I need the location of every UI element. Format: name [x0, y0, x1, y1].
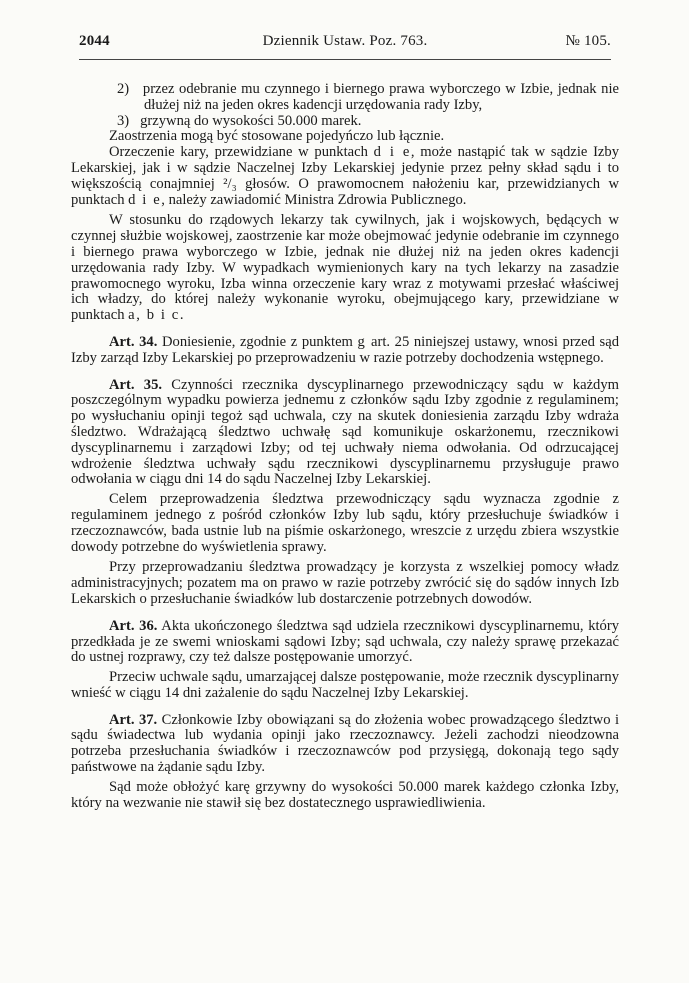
paragraph: Orzeczenie kary, przewidziane w punktach d i e, może nastąpić tak w sądzie Izby Lekarskiej, jak i w sądzie Naczelnej Izby Lekarskiej jedynie przez pełny skład sądu i to większością conajmniej ²/₃ głosów. O prawomocnem nałożeniu kar, przewidzianych w punktach d i e, należy zawiadomić Ministra Zdrowia Publicznego.: [71, 144, 619, 208]
paragraph: Przy przeprowadzaniu śledztwa prowadzący je korzysta z wszelkiej pomocy władz administracyjnych; pozatem ma on prawo w razie potrzeby zwrócić się do sądów innych Izb Lekarskich o przesłuchanie świadków lub dostarczenie potrzebnych dowodów.: [71, 559, 619, 607]
header-rule: [79, 59, 611, 60]
paragraph: Przeciw uchwale sądu, umarzającej dalsze postępowanie, może rzecznik dyscyplinarny wnieść w ciągu 14 dni zażalenie do sądu Naczelnej Izby Lekarskiej.: [71, 669, 619, 701]
list-marker: 3): [117, 112, 130, 129]
issue-number: № 105.: [565, 33, 611, 49]
article-number: Art. 37.: [109, 711, 158, 728]
spaced-letters: d i e: [128, 191, 162, 208]
list-item: [71, 82, 619, 114]
list-item-text: grzywną do wysokości 50.000 marek.: [140, 112, 362, 129]
article-36: Art. 36. Akta ukończonego śledztwa sąd udziela rzecznikowi dyscyplinarnemu, który przedkłada je ze swemi wnioskami sądowi Izby; sąd uchwala, czy należy sprawę przekazać do ustnej rozprawy, czy też dalsze postępowanie umorzyć.: [71, 617, 620, 666]
list-item-text: przez odebranie mu czynnego i biernego prawa wyborczego w Izbie, jednak nie dłużej niż na jeden okres kadencji urzędowania rady Izby,: [142, 81, 619, 113]
article-number: Art. 36.: [109, 617, 158, 634]
article-34: Art. 34. Doniesienie, zgodnie z punktem g art. 25 niniejszej ustawy, wnosi przed sąd Izby zarząd Izby Lekarskiej po przeprowadzeniu w razie potrzeby dochodzenia wstępnego.: [71, 333, 619, 366]
paragraph: Zaostrzenia mogą być stosowane pojedyńczo lub łącznie.: [109, 128, 445, 145]
article-35: Art. 35. Czynności rzecznika dyscyplinarnego przewodniczący sądu w każdym poszczególnym wypadku powierza jednemu z członków sądu Izby zgodnie z regulaminem; po wysłuchaniu opinji tegoż sąd uchwala, czy na skutek doniesienia zarządu Izby wdraża śledztwo. Wdrażającą śledztwo uchwałę sąd komunikuje oskarżonemu, rzecznikowi dyscyplinarnemu i zarządowi Izby; od tej uchwały niema odwołania. Od odrzucającej wdrożenie śledztwa uchwały sądu rzecznikowi dyscyplinarnemu przysługuje prawo odwołania w ciągu dni 14 do sądu Naczelnej Izby Lekarskiej.: [71, 376, 619, 488]
journal-title: Dziennik Ustaw. Poz. 763.: [262, 33, 428, 49]
article-37: Art. 37. Członkowie Izby obowiązani są do złożenia wobec prowadzącego śledztwo i sądu świadectwa lub wydania opinji jako rzeczoznawcy. Jeżeli zachodzi nieodzowna potrzeba przesłuchania świadków i rzeczoznawców pod przysięgą, dokonają tego sądy państwowe na żądanie sądu Izby.: [71, 711, 620, 776]
paragraph: Sąd może obłożyć karę grzywny do wysokości 50.000 marek każdego członka Izby, który na wezwanie nie stawił się bez dostatecznego usprawiedliwienia.: [71, 778, 619, 811]
document-body: [71, 82, 619, 811]
spaced-letters: g: [357, 333, 367, 350]
page-header: [79, 33, 611, 55]
list-marker: 2): [117, 81, 130, 97]
list-item: [71, 114, 619, 130]
article-number: Art. 34.: [109, 333, 158, 350]
paragraph: W stosunku do rządowych lekarzy tak cywilnych, jak i wojskowych, będących w czynnej służbie wojskowej, zaostrzenie kar może obejmować jedynie odebranie im czynnego i biernego prawa wyborczego w Izbie, jednak nie dłużej niż na jeden okres kadencji urzędowania rady Izby. W wypadkach wymienionych kary na tych lekarzy na zasadzie prawomocnego wyroku, Izba winna orzeczenie kary wraz z motywami przesłać właściwej ich władzy, do której należy wykonanie wyroku, obejmującego kary, przewidziane w punktach a, b i c.: [71, 212, 619, 324]
page-number: 2044: [79, 33, 110, 49]
spaced-letters: d i e: [373, 144, 411, 161]
article-number: Art. 35.: [109, 376, 163, 393]
spaced-letters: a, b i c: [128, 307, 180, 324]
paragraph: Celem przeprowadzenia śledztwa przewodniczący sądu wyznacza zgodnie z regulaminem jednego z pośród członków Izby lub sądu, który przesłuchuje świadków i rzeczoznawców, bada ustnie lub na piśmie oskarżonego, wreszcie z urzędu zbiera wszystkie dowody potrzebne do wyświetlenia sprawy.: [71, 491, 619, 555]
